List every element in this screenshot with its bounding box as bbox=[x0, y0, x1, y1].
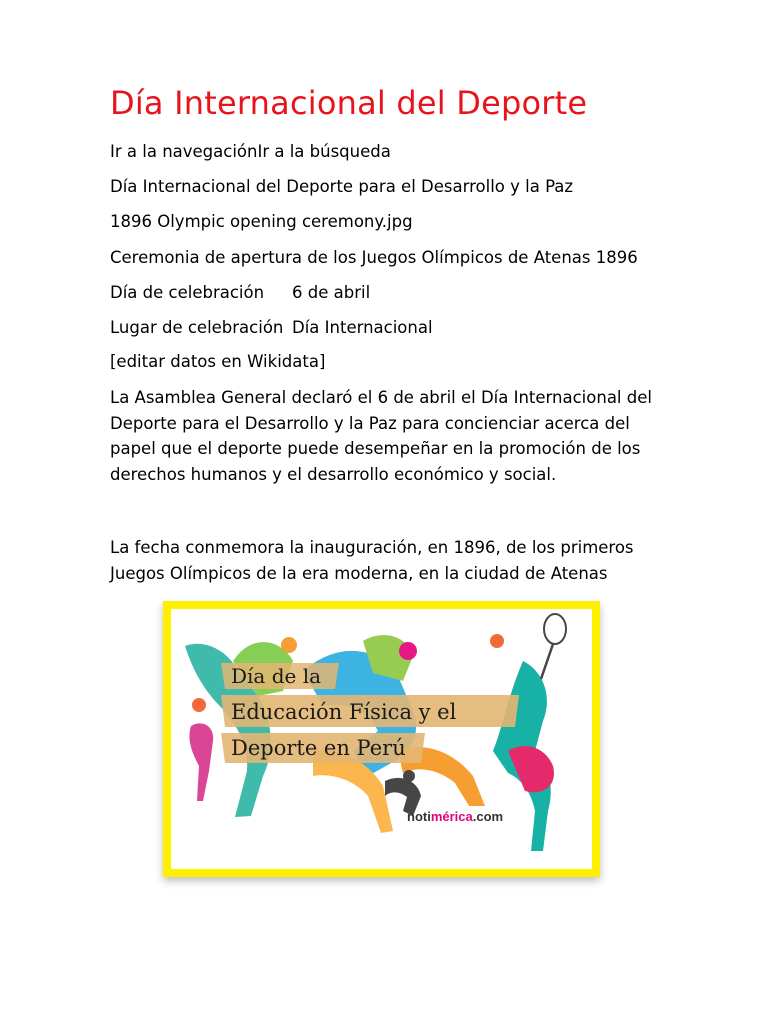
page-title: Día Internacional del Deporte bbox=[110, 84, 588, 122]
infobox-row-date bbox=[110, 283, 371, 303]
image-filename-text: 1896 Olympic opening ceremony.jpg bbox=[110, 212, 413, 231]
nav-links-text[interactable]: Ir a la navegaciónIr a la búsqueda bbox=[110, 142, 391, 161]
brand-noti: noti bbox=[407, 809, 431, 824]
infobox-value: 6 de abril bbox=[292, 283, 371, 302]
paragraph-assembly: La Asamblea General declaró el 6 de abril el Día Internacional del Deporte para el Desarrollo y la Paz para concienciar acerca del papel que el deporte puede desempeñar en la promoción de los derechos humanos y el desarrollo económico y social. bbox=[110, 388, 652, 484]
infobox-label: Día de celebración bbox=[110, 283, 265, 302]
infobox-row-place bbox=[110, 318, 433, 338]
brand-logo-text bbox=[407, 809, 503, 824]
image-caption-text: Ceremonia de apertura de los Juegos Olímpicos de Atenas 1896 bbox=[110, 248, 638, 267]
brand-merica: mérica bbox=[430, 809, 473, 824]
banner-line-3: Deporte en Perú bbox=[231, 736, 406, 760]
brand-com: .com bbox=[472, 809, 504, 824]
paragraph-date: La fecha conmemora la inauguración, en 1896, de los primeros Juegos Olímpicos de la era moderna, en la ciudad de Atenas bbox=[110, 538, 634, 583]
full-name-text: Día Internacional del Deporte para el Desarrollo y la Paz bbox=[110, 177, 574, 196]
infobox-label: Lugar de celebración bbox=[110, 318, 284, 337]
infobox-value: Día Internacional bbox=[292, 318, 433, 337]
wikidata-link[interactable]: [editar datos en Wikidata] bbox=[110, 352, 326, 371]
sports-day-banner-image bbox=[163, 601, 600, 877]
banner-line-1: Día de la bbox=[231, 664, 322, 688]
banner-line-2: Educación Física y el bbox=[231, 700, 457, 724]
